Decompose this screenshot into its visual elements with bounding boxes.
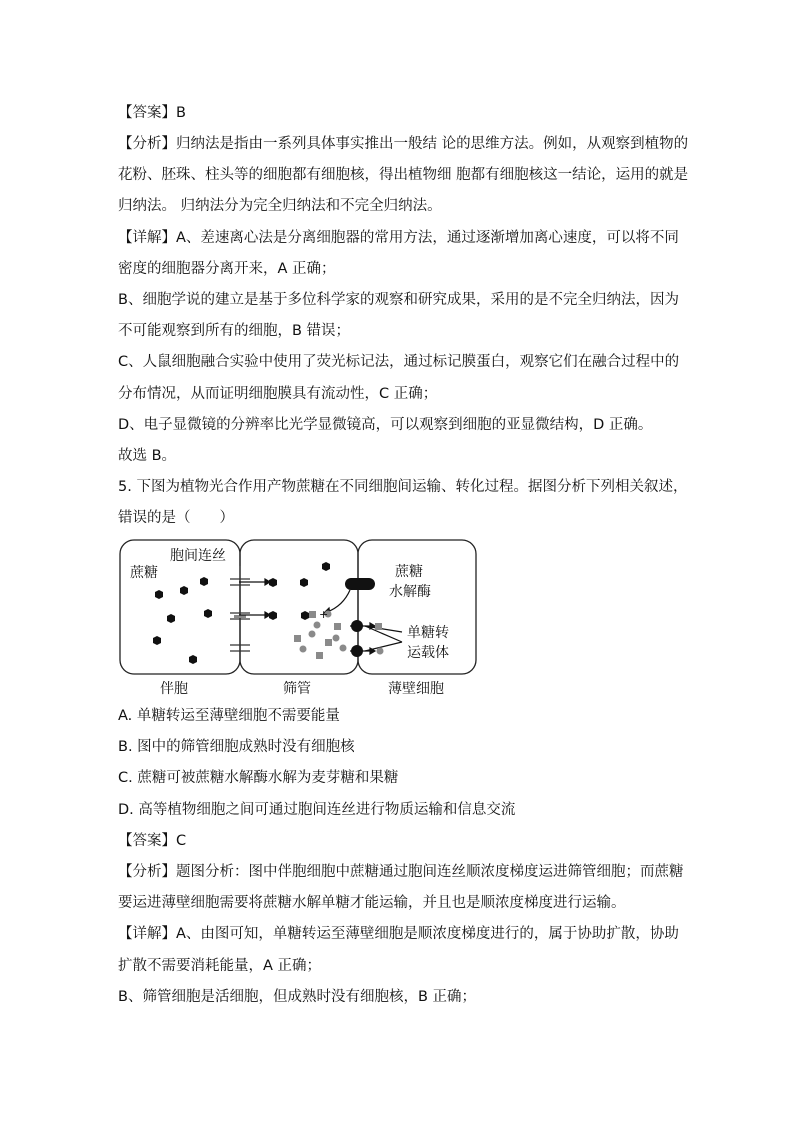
detail-line: 【详解】A、差速离心法是分离细胞器的常用方法，通过逐渐增加离心速度，可以将不同 — [118, 230, 679, 246]
sucrose-label: 蔗糖 — [130, 565, 158, 581]
companion-cell-label: 伴胞 — [160, 681, 188, 697]
option-a: A. 单糖转运至薄壁细胞不需要能量 — [118, 708, 340, 724]
option-d: D. 高等植物细胞之间可通过胞间连丝进行物质运输和信息交流 — [118, 802, 516, 818]
analysis-line: 花粉、胚珠、柱头等的细胞都有细胞核，得出植物细 胞都有细胞核这一结论，运用的就是 — [118, 167, 689, 183]
detail-line: 分布情况，从而证明细胞膜具有流动性，C 正确； — [118, 386, 438, 402]
sucrose-transport-diagram — [118, 538, 480, 700]
plasmodesmata-label: 胞间连丝 — [170, 548, 226, 564]
sucrase-label: 蔗糖 — [395, 564, 423, 580]
detail-line: 不可能观察到所有的细胞，B 错误； — [118, 323, 351, 339]
parenchyma-label: 薄壁细胞 — [388, 681, 444, 697]
detail-line: 密度的细胞器分离开来，A 正确； — [118, 261, 336, 277]
answer-line: 【答案】B — [118, 105, 186, 121]
detail-line: B、细胞学说的建立是基于多位科学家的观察和研究成果，采用的是不完全归纳法，因为 — [118, 292, 679, 308]
analysis-line: 【分析】题图分析：图中伴胞细胞中蔗糖通过胞间连丝顺浓度梯度运进筛管细胞；而蔗糖 — [118, 864, 684, 880]
sucrase-enzyme — [345, 578, 375, 590]
detail-line: 扩散不需要消耗能量，A 正确； — [118, 958, 322, 974]
question-line: 5. 下图为植物光合作用产物蔗糖在不同细胞间运输、转化过程。据图分析下列相关叙述， — [118, 479, 688, 495]
monosaccharide-transporter — [351, 620, 363, 632]
plus-sign: + — [319, 608, 329, 621]
detail-line: B、筛管细胞是活细胞，但成熟时没有细胞核，B 正确； — [118, 989, 477, 1005]
sieve-tube-label: 筛管 — [283, 681, 311, 697]
detail-line: C、人鼠细胞融合实验中使用了荧光标记法，通过标记膜蛋白，观察它们在融合过程中的 — [118, 354, 680, 370]
sucrase-label: 水解酶 — [389, 584, 431, 600]
monosaccharide-transporter — [351, 645, 363, 657]
option-b: B. 图中的筛管细胞成熟时没有细胞核 — [118, 739, 355, 755]
conclusion-line: 故选 B。 — [118, 448, 177, 464]
question-line: 错误的是（ ） — [118, 510, 234, 526]
answer-line: 【答案】C — [118, 833, 187, 849]
transporter-label: 运载体 — [407, 645, 449, 661]
sieve-tube-cell — [240, 540, 358, 674]
detail-line: 【详解】A、由图可知，单糖转运至薄壁细胞是顺浓度梯度进行的，属于协助扩散，协助 — [118, 926, 679, 942]
transporter-label: 单糖转 — [407, 625, 449, 641]
option-c: C. 蔗糖可被蔗糖水解酶水解为麦芽糖和果糖 — [118, 770, 399, 786]
detail-line: D、电子显微镜的分辨率比光学显微镜高，可以观察到细胞的亚显微结构，D 正确。 — [118, 417, 653, 433]
analysis-line: 要运进薄壁细胞需要将蔗糖水解单糖才能运输，并且也是顺浓度梯度进行运输。 — [118, 895, 626, 911]
analysis-line: 【分析】归纳法是指由一系列具体事实推出一般结 论的思维方法。例如，从观察到植物的 — [118, 136, 689, 152]
analysis-line: 归纳法。 归纳法分为完全归纳法和不完全归纳法。 — [118, 198, 442, 214]
